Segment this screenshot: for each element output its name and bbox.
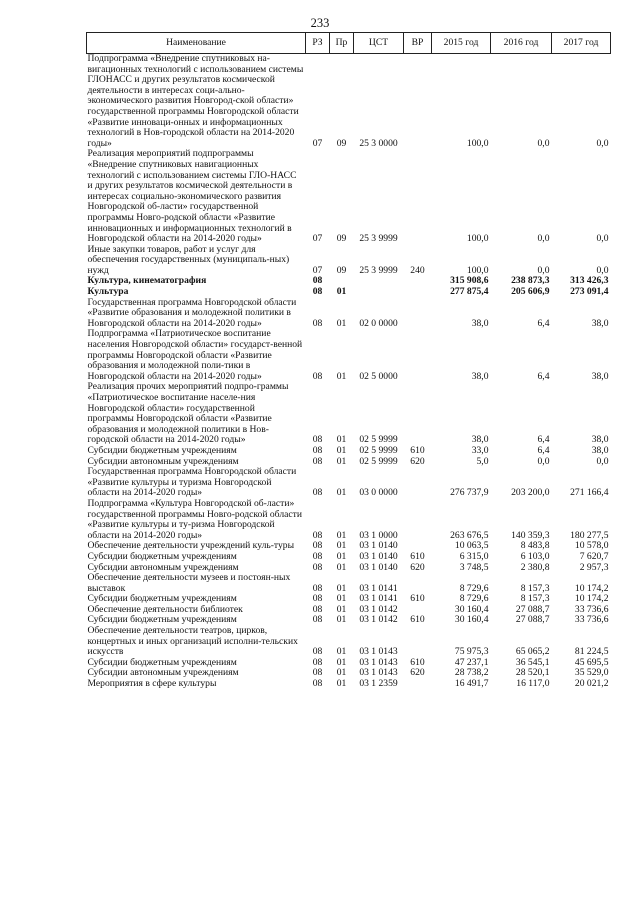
row-2015: 30 160,4: [454, 603, 489, 615]
row-cst: 03 1 0141: [359, 582, 398, 594]
row-2017: 10 174,2: [574, 582, 609, 594]
row-2015: 38,0: [471, 317, 489, 329]
row-vr: 240: [410, 264, 425, 276]
row-2016: 27 088,7: [515, 614, 550, 626]
row-cst: [354, 276, 404, 287]
row-2017: 313 426,3: [570, 275, 609, 287]
row-name: Обеспечение деятельности библиотек: [87, 603, 243, 615]
row-name: Иные закупки товаров, работ и услуг для обеспечения государственных (муниципаль-ных) нужд: [87, 243, 290, 276]
row-name: Культура: [87, 286, 129, 298]
row-vr: [404, 54, 432, 150]
row-2017: 33 736,6: [574, 603, 609, 615]
row-2017: 0,0: [596, 137, 609, 149]
row-pr: 01: [336, 603, 347, 615]
row-name: Государственная программа Новгородской области «Развитие образования и молодежной политики в Новгородской области на 2014-2020 годы»: [87, 296, 297, 329]
row-name: Обеспечение деятельности театров, цирков, концертных и иных организаций исполни-тельских искусств: [87, 625, 298, 658]
row-2016: 203 200,0: [511, 487, 550, 499]
row-name: Субсидии автономным учреждениям: [87, 667, 239, 679]
row-2015: 8 729,6: [459, 582, 489, 594]
row-rz: 08: [312, 603, 323, 615]
row-2017: 0,0: [596, 264, 609, 276]
row-cst: 03 1 0143: [359, 656, 398, 668]
row-rz: 08: [312, 646, 323, 658]
row-cst: [354, 287, 404, 298]
table-row: [87, 679, 611, 690]
row-2016: 0,0: [537, 264, 550, 276]
row-2017: 38,0: [591, 370, 609, 382]
row-2015: 16 491,7: [454, 678, 489, 690]
row-vr: 620: [410, 561, 425, 573]
row-vr: [404, 499, 432, 541]
row-name: Подпрограмма «Патриотическое воспитание населения Новгородской области» государст-венной программы Новгородской области «Развитие образования и молодежной поли-тики в Новгородской области на 2014-2020 годы»: [87, 328, 303, 382]
row-2015: 10 063,5: [454, 540, 489, 552]
row-2017: 10 578,0: [574, 540, 609, 552]
row-2016: 6,4: [537, 370, 550, 382]
row-2015: 47 237,1: [454, 656, 489, 668]
row-pr: 01: [336, 444, 347, 456]
row-vr: 610: [410, 656, 425, 668]
row-name: Субсидии бюджетным учреждениям: [87, 593, 237, 605]
row-2015: 100,0: [466, 137, 489, 149]
row-pr: 01: [336, 370, 347, 382]
row-2017: 38,0: [591, 444, 609, 456]
row-2016: 28 520,1: [515, 667, 550, 679]
row-cst: 25 3 9999: [359, 233, 398, 245]
row-cst: 02 5 0000: [359, 370, 398, 382]
row-2016: 6,4: [537, 317, 550, 329]
row-2017: 180 277,5: [570, 529, 609, 541]
table-row: [87, 446, 611, 457]
row-vr: [404, 382, 432, 446]
row-rz: 08: [312, 656, 323, 668]
header-2017: 2017 год: [552, 33, 611, 54]
row-2016: 238 873,3: [511, 275, 550, 287]
row-rz: 08: [312, 286, 323, 298]
row-2015: 3 748,5: [459, 561, 489, 573]
row-vr: 620: [410, 455, 425, 467]
row-rz: 07: [312, 137, 323, 149]
row-name: Субсидии бюджетным учреждениям: [87, 614, 237, 626]
row-pr: 01: [336, 455, 347, 467]
table-row: [87, 552, 611, 563]
row-cst: 25 3 0000: [359, 137, 398, 149]
row-pr: 01: [336, 550, 347, 562]
row-pr: 01: [336, 646, 347, 658]
row-pr: 01: [336, 286, 347, 298]
row-2016: 205 606,9: [511, 286, 550, 298]
table-header: [87, 33, 611, 54]
row-name: Подпрограмма «Культура Новгородской об-ласти» государственной программы Новго-родской области «Развитие культуры и ту-ризма Новгородской области на 2014-2020 годы»: [87, 497, 302, 541]
row-name: Мероприятия в сфере культуры: [87, 678, 217, 690]
row-2016: 0,0: [537, 137, 550, 149]
row-name: Государственная программа Новгородской области «Развитие культуры и туризма Новгородской области на 2014-2020 годы»: [87, 466, 297, 499]
header-2015: 2015 год: [432, 33, 491, 54]
row-vr: [404, 329, 432, 382]
row-cst: 03 0 0000: [359, 487, 398, 499]
row-pr: 01: [336, 561, 347, 573]
table-row: [87, 382, 611, 446]
row-2016: 0,0: [537, 233, 550, 245]
row-2017: 45 695,5: [574, 656, 609, 668]
row-2016: 8 157,3: [520, 593, 550, 605]
row-2017: 38,0: [591, 434, 609, 446]
row-pr: 09: [336, 137, 347, 149]
row-2015: 38,0: [471, 370, 489, 382]
header-cst: ЦСТ: [354, 33, 404, 54]
row-2015: 263 676,5: [450, 529, 489, 541]
row-2016: 2 380,8: [520, 561, 550, 573]
row-name: Обеспечение деятельности музеев и постоян-ных выставок: [87, 572, 291, 594]
row-2015: 100,0: [466, 233, 489, 245]
row-vr: [404, 298, 432, 330]
row-rz: 08: [312, 370, 323, 382]
row-name: Реализация прочих мероприятий подпро-граммы «Патриотическое воспитание населе-ния Новгородской области» государственной программы Новгородской области «Развитие образования и молодежной политики в Нов-городской области на 2014-2020 годы»: [87, 381, 289, 446]
table-row: [87, 298, 611, 330]
row-vr: [404, 467, 432, 499]
row-rz: 07: [312, 233, 323, 245]
header-vr: ВР: [404, 33, 432, 54]
row-pr: 01: [336, 614, 347, 626]
row-2017: 2 957,3: [579, 561, 609, 573]
row-pr: 01: [336, 667, 347, 679]
row-rz: 08: [312, 550, 323, 562]
table-row: [87, 626, 611, 658]
row-name: Субсидии бюджетным учреждениям: [87, 550, 237, 562]
row-rz: 08: [312, 444, 323, 456]
table-row: [87, 573, 611, 594]
row-2015: 33,0: [471, 444, 489, 456]
row-2016: 27 088,7: [515, 603, 550, 615]
row-name: Субсидии автономным учреждениям: [87, 561, 239, 573]
row-2016: 65 065,2: [515, 646, 550, 658]
row-rz: 08: [312, 540, 323, 552]
row-2016: 6,4: [537, 434, 550, 446]
row-2016: 16 117,0: [516, 678, 550, 690]
row-2017: 10 174,2: [574, 593, 609, 605]
table-row: [87, 467, 611, 499]
row-cst: 02 5 9999: [359, 434, 398, 446]
row-2017: 35 529,0: [574, 667, 609, 679]
row-2016: 6 103,0: [520, 550, 550, 562]
row-rz: 07: [312, 264, 323, 276]
row-name: Субсидии бюджетным учреждениям: [87, 444, 237, 456]
row-2016: 8 483,8: [520, 540, 550, 552]
row-vr: 610: [410, 444, 425, 456]
table-body: [87, 54, 611, 690]
table-row: [87, 499, 611, 541]
row-rz: 08: [312, 678, 323, 690]
row-name: Субсидии бюджетным учреждениям: [87, 656, 237, 668]
row-2016: 6,4: [537, 444, 550, 456]
row-2016: 140 359,3: [511, 529, 550, 541]
row-rz: 08: [312, 582, 323, 594]
row-rz: 08: [312, 487, 323, 499]
row-name: Субсидии автономным учреждениям: [87, 455, 239, 467]
row-2017: 273 091,4: [570, 286, 609, 298]
row-cst: 03 1 0143: [359, 667, 398, 679]
row-cst: 03 1 0000: [359, 529, 398, 541]
row-2017: 0,0: [596, 455, 609, 467]
row-2016: 0,0: [537, 455, 550, 467]
row-vr: 610: [410, 614, 425, 626]
row-cst: 02 5 9999: [359, 455, 398, 467]
row-2017: 271 166,4: [570, 487, 609, 499]
row-cst: 03 1 0140: [359, 550, 398, 562]
row-2017: 81 224,5: [574, 646, 609, 658]
row-name: Подпрограмма «Внедрение спутниковых на-вигационных технологий с использованием системы ГЛОНАСС и других результатов космической деятельности в интересах соци-ально-экономического развития Новгород-ской области» государственной программы Новгородской области «Развитие инноваци-онных и информационных технологий в Нов-городской области на 2014-2020 годы»: [87, 53, 304, 149]
row-cst: 25 3 9999: [359, 264, 398, 276]
row-rz: 08: [312, 529, 323, 541]
row-name: Обеспечение деятельности учреждений куль-туры: [87, 540, 295, 552]
row-2015: 38,0: [471, 434, 489, 446]
row-rz: 08: [312, 561, 323, 573]
row-rz: 08: [312, 593, 323, 605]
row-cst: 03 1 2359: [359, 678, 398, 690]
row-cst: 03 1 0140: [359, 540, 398, 552]
table-row: [87, 149, 611, 244]
row-pr: 09: [336, 233, 347, 245]
row-cst: 03 1 0140: [359, 561, 398, 573]
row-2015: 276 737,9: [450, 487, 489, 499]
row-rz: 08: [312, 275, 323, 287]
row-cst: 02 0 0000: [359, 317, 398, 329]
header-pr: Пр: [330, 33, 354, 54]
row-rz: 08: [312, 667, 323, 679]
header-name: Наименование: [87, 33, 306, 54]
row-pr: 01: [336, 434, 347, 446]
row-2015: 6 315,0: [459, 550, 489, 562]
table-row: [87, 329, 611, 382]
row-2017: 7 620,7: [579, 550, 609, 562]
row-pr: 09: [336, 264, 347, 276]
row-pr: 01: [336, 678, 347, 690]
row-rz: 08: [312, 614, 323, 626]
row-vr: [404, 149, 432, 244]
row-2015: 277 875,4: [450, 286, 489, 298]
row-pr: 01: [336, 593, 347, 605]
row-2015: 5,0: [476, 455, 489, 467]
row-vr: [404, 626, 432, 658]
table-row: [87, 245, 611, 277]
row-name: Реализация мероприятий подпрограммы «Внедрение спутниковых навигационных технологий с использованием системы ГЛО-НАСС и других результатов космической деятельности в интересах социально-экономического развития Новгородской об-ласти» государственной программы Новго-родской области «Развитие инновационных и информационных технологий в Новгородской области на 2014-2020 годы»: [87, 148, 297, 245]
row-cst: 03 1 0143: [359, 646, 398, 658]
row-rz: 08: [312, 434, 323, 446]
row-pr: 01: [336, 540, 347, 552]
row-2015: 28 738,2: [454, 667, 489, 679]
row-cst: 03 1 0141: [359, 593, 398, 605]
row-2017: 0,0: [596, 233, 609, 245]
row-vr: [404, 573, 432, 594]
row-pr: 01: [336, 317, 347, 329]
row-vr: 610: [410, 550, 425, 562]
row-pr: 01: [336, 582, 347, 594]
budget-table: [86, 32, 611, 690]
row-vr: [404, 276, 432, 287]
row-name: Культура, кинематография: [87, 275, 207, 287]
row-2016: 36 545,1: [515, 656, 550, 668]
row-vr: [404, 679, 432, 690]
table-row: [87, 54, 611, 150]
row-pr: 01: [336, 656, 347, 668]
page-number: 233: [310, 16, 330, 30]
header-2016: 2016 год: [491, 33, 552, 54]
row-2015: 315 908,6: [450, 275, 489, 287]
row-2017: 33 736,6: [574, 614, 609, 626]
row-vr: [404, 287, 432, 298]
row-rz: 08: [312, 317, 323, 329]
row-cst: 02 5 9999: [359, 444, 398, 456]
row-2015: 75 975,3: [454, 646, 489, 658]
row-pr: 01: [336, 487, 347, 499]
row-2015: 100,0: [466, 264, 489, 276]
row-2017: 20 021,2: [574, 678, 609, 690]
row-cst: 03 1 0142: [359, 614, 398, 626]
row-2016: 8 157,3: [520, 582, 550, 594]
row-vr: 620: [410, 667, 425, 679]
header-rz: РЗ: [306, 33, 330, 54]
row-2017: 38,0: [591, 317, 609, 329]
row-2015: 30 160,4: [454, 614, 489, 626]
row-2015: 8 729,6: [459, 593, 489, 605]
row-rz: 08: [312, 455, 323, 467]
row-vr: 610: [410, 593, 425, 605]
row-cst: 03 1 0142: [359, 603, 398, 615]
row-pr: 01: [336, 529, 347, 541]
